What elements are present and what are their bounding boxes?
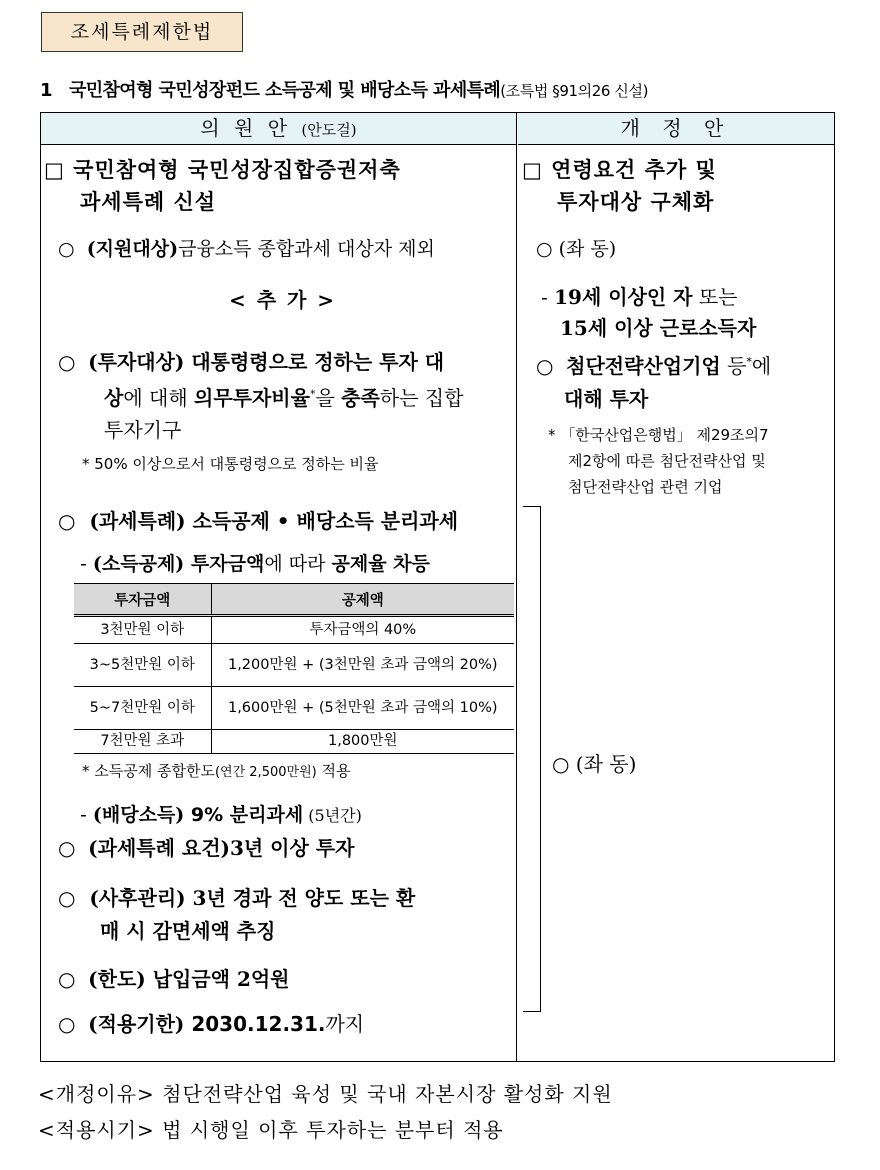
text: 에 따라	[264, 553, 332, 575]
bullet: ○	[58, 238, 75, 260]
left-heading-line2: 과세특례 신설	[80, 189, 217, 214]
table-cell: 7천만원 초과	[74, 730, 211, 754]
item-support-target	[58, 234, 435, 261]
text: 등	[720, 354, 747, 378]
column-divider	[516, 112, 517, 1062]
item-support-target-label: (지원대상)	[86, 238, 179, 260]
item-post-management-text: (사후관리) 3년 경과 전 양도 또는 환	[89, 886, 416, 910]
dash: -	[80, 804, 93, 826]
text-bold: 충족	[341, 386, 380, 410]
section-title-reference: (조특법 §91의26 신설)	[500, 82, 649, 100]
table-row	[74, 730, 514, 754]
sub-income-deduction	[80, 549, 430, 576]
text-bold: 의무투자비율	[194, 386, 310, 410]
right-item-investment-line1	[536, 350, 771, 379]
right-note-line1: * 「한국산업은행법」 제29조의7	[548, 426, 769, 444]
sub-dividend-income	[80, 800, 362, 827]
table-row	[74, 687, 514, 730]
item-post-management-line2: 매 시 감면세액 추징	[100, 919, 276, 943]
text-bold: 공제율 차등	[331, 553, 430, 575]
text: * 소득공제 종합한도	[82, 762, 215, 780]
table-cell: 5~7천만원 이하	[74, 687, 211, 730]
item-investment-target-note: * 50% 이상으로서 대통령령으로 정하는 비율	[82, 455, 379, 473]
right-bracket	[523, 506, 541, 1012]
item-tax-requirement	[58, 832, 354, 861]
item-investment-target-line3: 투자기구	[104, 418, 182, 442]
item-investment-target-line1	[58, 346, 444, 375]
left-column-header-title: 의 원 안	[200, 116, 292, 140]
table-row	[74, 616, 514, 644]
text: 에 대해	[123, 386, 195, 410]
text: (5년간)	[303, 806, 362, 825]
item-investment-target-text: (투자대상) 대통령령으로 정하는 투자 대	[88, 350, 445, 374]
section-number: 1	[40, 80, 52, 101]
footnote-star: *	[309, 387, 316, 401]
item-limit	[58, 963, 290, 992]
footer-apply-label: <적용시기>	[38, 1118, 155, 1142]
table-cell: 1,200만원 + (3천만원 초과 금액의 20%)	[211, 644, 514, 687]
right-note-line2: 제2항에 따른 첨단전략산업 및	[568, 452, 766, 470]
item-post-management-line1	[58, 882, 415, 911]
text: 에	[751, 354, 772, 378]
item-limit-label: (한도)	[88, 967, 153, 991]
left-column-header	[41, 113, 516, 145]
item-support-target-text: 금융소득 종합과세 대상자 제외	[178, 238, 435, 260]
sub-dividend-income-label: (배당소득)	[92, 804, 191, 826]
table-row	[74, 644, 514, 687]
text-bold: 상	[104, 386, 124, 410]
deduction-limit-note	[82, 760, 350, 781]
left-heading-line1: □ 국민참여형 국민성장집합증권저축	[44, 157, 401, 182]
item-tax-special	[58, 505, 458, 534]
dash: -	[80, 553, 93, 575]
bullet: ○	[58, 1012, 76, 1036]
footnote-star: *	[746, 355, 752, 369]
bullet: ○	[58, 886, 76, 910]
table-header-cell: 투자금액	[74, 584, 211, 616]
table-header-row	[74, 584, 514, 616]
text: 을	[315, 386, 342, 410]
text: 적용	[316, 762, 351, 780]
section-title	[40, 76, 648, 102]
left-column-header-sub: (안도걸)	[301, 121, 357, 139]
table-cell: 3~5천만원 이하	[74, 644, 211, 687]
table-cell: 1,800만원	[211, 730, 514, 754]
item-expiry-label: (적용기한)	[88, 1012, 192, 1036]
text-bold: 9% 분리과세	[190, 804, 304, 826]
right-note-line3: 첨단전략산업 관련 기업	[568, 478, 723, 496]
sub-income-deduction-label: (소득공제)	[92, 553, 191, 575]
right-item-same-as-left-1: ○ (좌 동)	[536, 238, 617, 260]
law-name-tag: 조세특례제한법	[41, 12, 243, 52]
right-heading-line1: □ 연령요건 추가 및	[522, 157, 717, 182]
text: 까지	[325, 1012, 365, 1036]
item-expiry-date: 2030.12.31.	[191, 1012, 326, 1036]
bullet: ○	[58, 836, 76, 860]
text: 또는	[692, 285, 738, 309]
text-bold: 투자금액	[190, 553, 265, 575]
text-bold: 19세 이상인 자	[554, 285, 693, 309]
footer-apply-text: 법 시행일 이후 투자하는 분부터 적용	[154, 1118, 504, 1142]
bullet: ○	[58, 967, 76, 991]
text-bold: 첨단전략산업기업	[566, 354, 721, 378]
footer-reason-text: 첨단전략산업 육성 및 국내 자본시장 활성화 지원	[154, 1082, 613, 1106]
deduction-rate-table	[74, 583, 514, 754]
footer-apply	[38, 1114, 504, 1143]
item-expiry	[58, 1008, 364, 1037]
item-limit-text: 납입금액 2억원	[152, 967, 290, 991]
item-tax-requirement-label: (과세특례 요건)	[88, 836, 230, 860]
right-item-same-as-left-2: ○ (좌 동)	[552, 752, 637, 776]
right-age-requirement-line1	[541, 281, 737, 310]
add-marker: < 추 가 >	[229, 288, 337, 312]
bullet: ○	[536, 354, 554, 378]
right-heading-line2: 투자대상 구체화	[557, 189, 715, 214]
item-tax-special-text: (과세특례) 소득공제 • 배당소득 분리과세	[89, 509, 459, 533]
bullet: ○	[58, 350, 76, 374]
item-investment-target-line2	[104, 382, 463, 411]
footer-reason	[38, 1078, 613, 1107]
footer-reason-label: <개정이유>	[38, 1082, 155, 1106]
text: 하는 집합	[379, 386, 464, 410]
table-cell: 1,600만원 + (5천만원 초과 금액의 10%)	[211, 687, 514, 730]
text-small: (연간 2,500만원)	[214, 765, 317, 780]
section-title-main: 국민참여형 국민성장펀드 소득공제 및 배당소득 과세특례	[68, 80, 501, 101]
item-tax-requirement-text: 3년 이상 투자	[229, 836, 355, 860]
table-header-cell: 공제액	[211, 584, 514, 616]
table-cell: 투자금액의 40%	[211, 616, 514, 644]
table-cell: 3천만원 이하	[74, 616, 211, 644]
right-item-investment-line2: 대해 투자	[564, 387, 649, 411]
right-age-requirement-line2: 15세 이상 근로소득자	[560, 316, 757, 340]
dash: -	[541, 285, 555, 309]
right-column-header: 개 정 안	[518, 113, 834, 145]
bullet: ○	[58, 509, 76, 533]
